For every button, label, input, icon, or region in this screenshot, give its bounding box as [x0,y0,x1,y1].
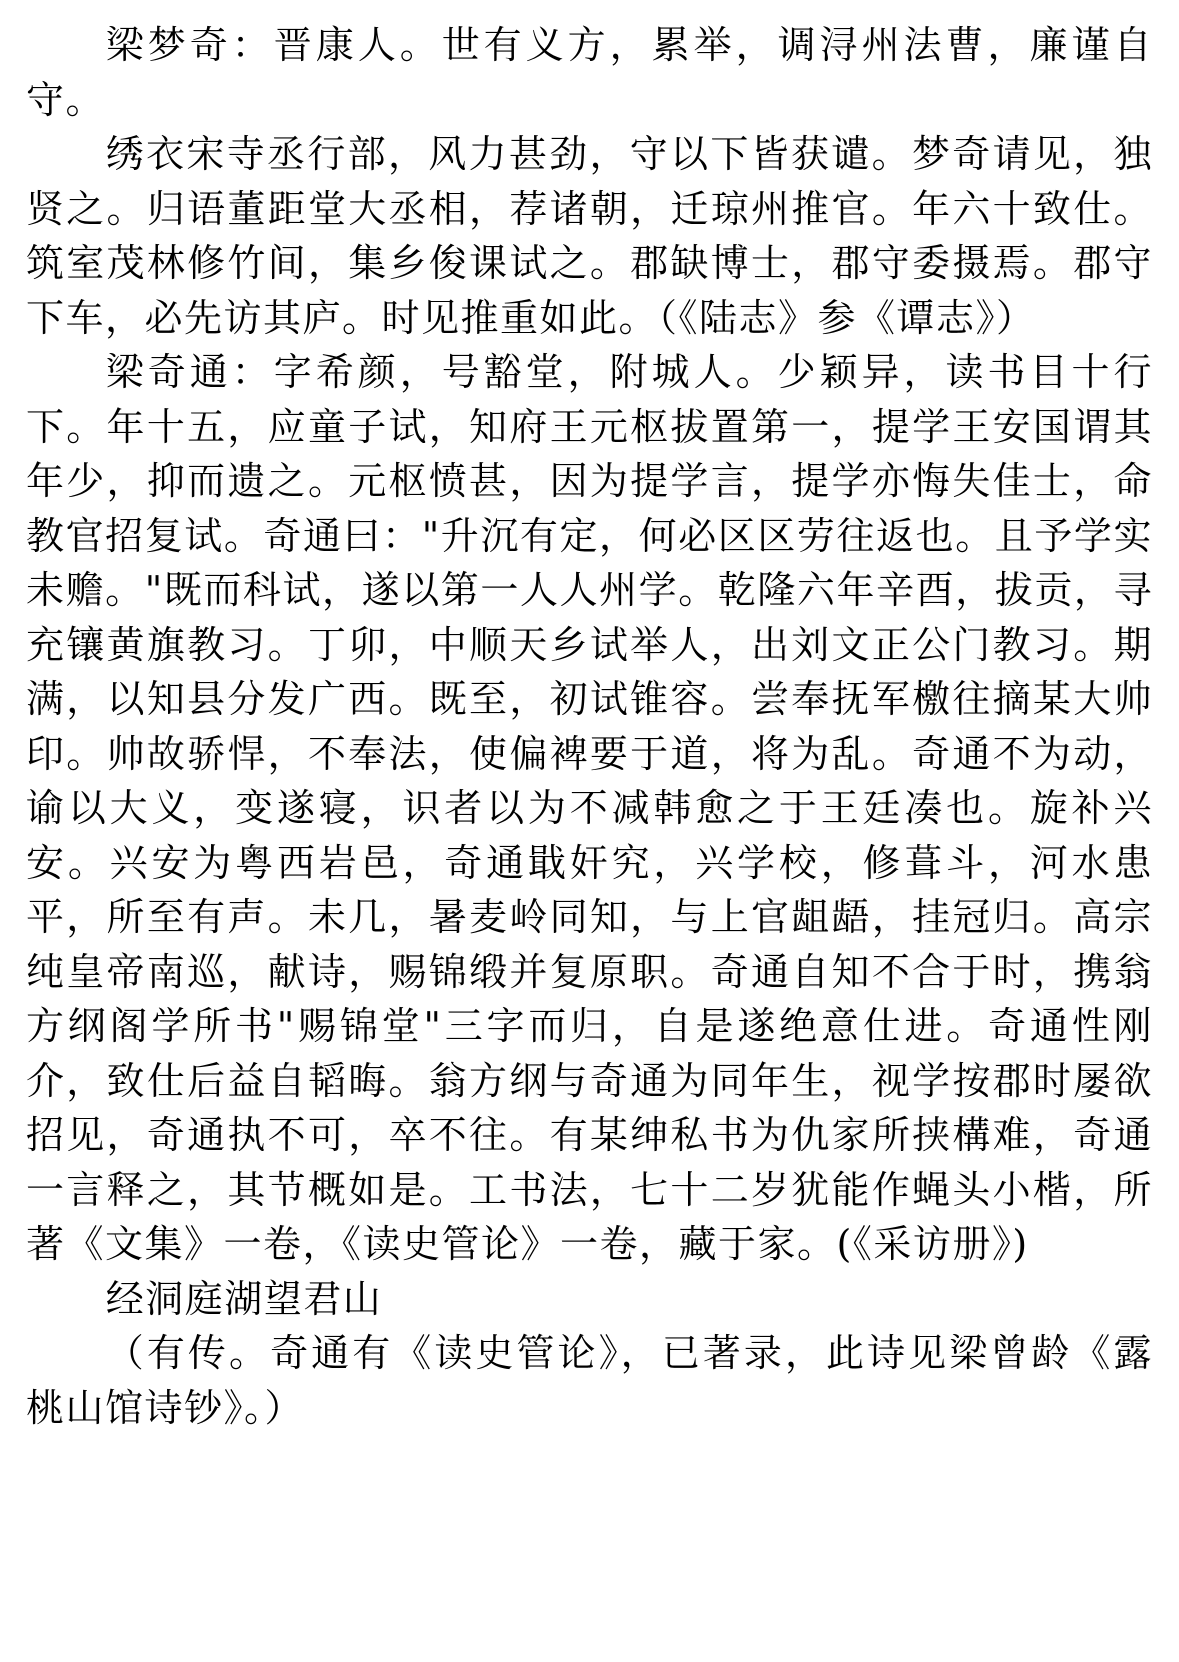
paragraph-liang-mengqi-intro: 梁梦奇：晋康人。世有义方，累举，调浔州法曹，廉谨自守。 [26,23,1153,122]
paragraph-liang-qitong-biography: 梁奇通：字希颜，号豁堂，附城人。少颖异，读书目十行下。年十五，应童子试，知府王元枢拔置第一，提学王安国谓其年少，抑而遗之。元枢愤甚，因为提学言，提学亦悔失佳士，命教官招复试。奇通曰："升沉有定，何必区区劳往返也。且予学实未赡。"既而科试，遂以第一人人州学。乾隆六年辛酉，拔贡，寻充镶黄旗教习。丁卯，中顺天乡试举人，出刘文正公门教习。期满，以知县分发广西。既至，初试锥容。尝奉抚军檄往摘某大帅印。帅故骄悍，不奉法，使偏裨要于道，将为乱。奇通不为动，谕以大义，变遂寝，识者以为不减韩愈之于王廷凑也。旋补兴安。兴安为粤西岩邑，奇通戢奸究，兴学校，修葺斗，河水患平，所至有声。未几，暑麦岭同知，与上官龃龉，挂冠归。高宗纯皇帝南巡，献诗，赐锦缎并复原职。奇通自知不合于时，携翁方纲阁学所书"赐锦堂"三字而归，自是遂绝意仕进。奇通性刚介，致仕后益自韬晦。翁方纲与奇通为同年生，视学按郡时屡欲招见，奇通执不可，卒不往。有某绅私书为仇家所挟構难，奇通一言释之，其节概如是。工书法，七十二岁犹能作蝇头小楷，所著《文集》一卷，《读史管论》一卷，藏于家。(《采访册》) [26,350,1153,1266]
paragraph-liang-mengqi-career: 绣衣宋寺丞行部，风力甚劲，守以下皆获谴。梦奇请见，独贤之。归语董距堂大丞相，荐诸朝，迁琼州推官。年六十致仕。筑室茂林修竹间，集乡俊课试之。郡缺博士，郡守委摄焉。郡守下车，必先访其庐。时见推重如此。（《陆志》参《谭志》） [26,132,1153,340]
poem-title: 经洞庭湖望君山 [105,1276,383,1321]
poem-note: （有传。奇通有《读史管论》，已著录，此诗见梁曾龄《露桃山馆诗钞》。） [26,1331,1153,1430]
document-page [26,18,1153,1435]
